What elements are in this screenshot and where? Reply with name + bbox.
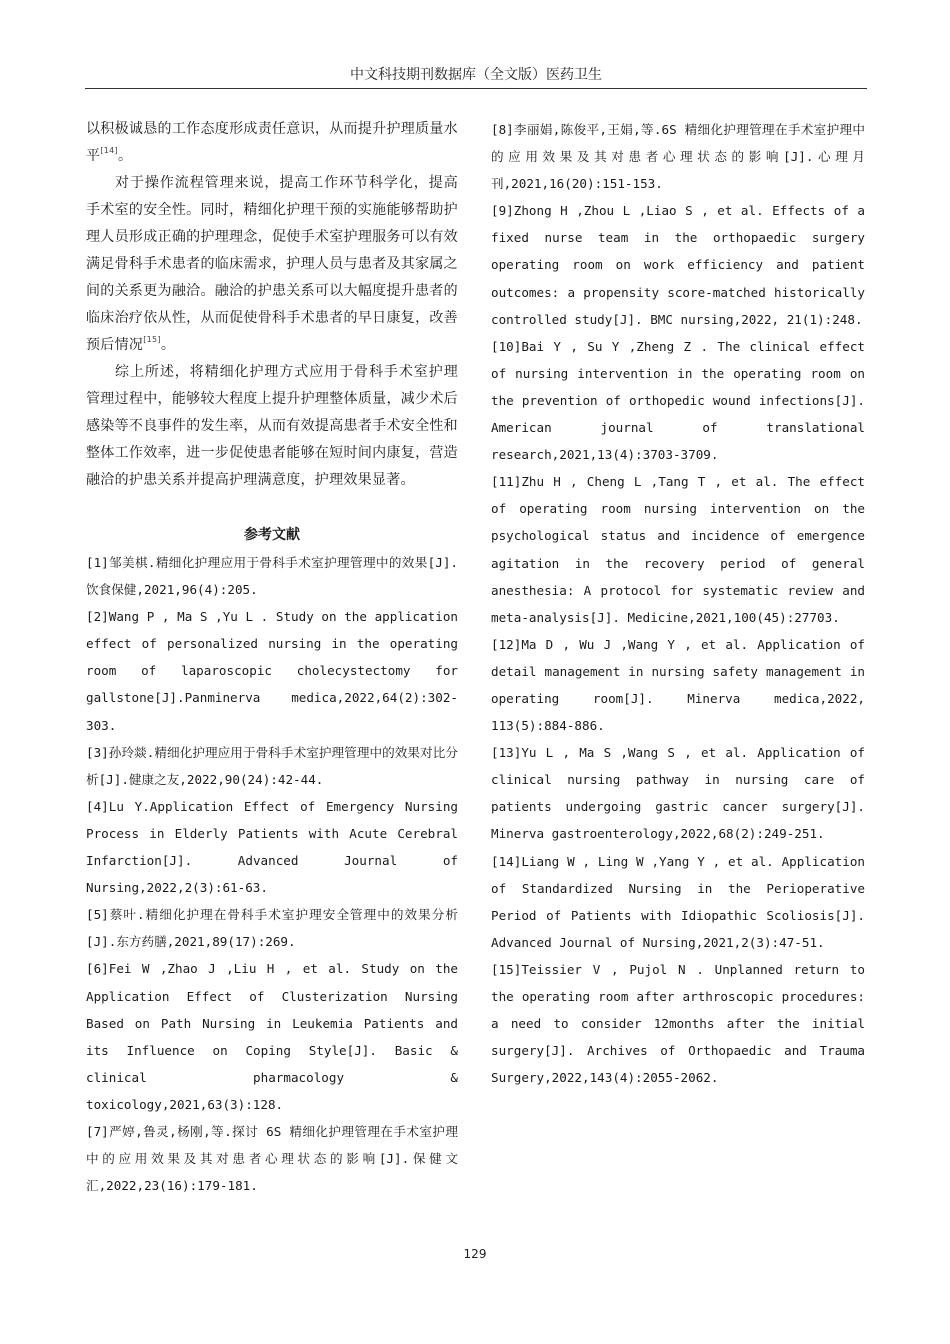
right-column <box>491 116 865 1091</box>
reference-7: [7]严婷,鲁灵,杨刚,等.探讨 6S 精细化护理管理在手术室护理中的应用效果及其对患者心理状态的影响[J].保健文汇,2022,23(16):179-181. <box>86 1123 458 1194</box>
reference-10: [10]Bai Y , Su Y ,Zheng Z . The clinical effect of nursing intervention in the operating room on the prevention of orthopedic wound infections[J]. American journal of translational research,2021,13(4):3703-3709. <box>491 338 865 463</box>
reference-6: [6]Fei W ,Zhao J ,Liu H , et al. Study on the Application Effect of Clusterization Nursing Based on Path Nursing in Leukemia Patients and its Influence on Coping Style[J]. Basic & clinical pharmacology & toxicology,2021,63(3):128. <box>86 961 458 1112</box>
paragraph-end: 。 <box>160 337 176 353</box>
paragraph-text: 对于操作流程管理来说，提高工作环节科学化，提高手术室的安全性。同时，精细化护理干预的实施能够帮助护理人员形成正确的护理理念，促使手术室护理服务可以有效满足骨科手术患者的临床需求，护理人员与患者及其家属之间的关系更为融洽。融洽的护患关系可以大幅度提升患者的临床治疗依从性，从而促使骨科手术患者的早日康复，改善预后情况 <box>86 175 458 353</box>
reference-13: [13]Yu L , Ma S ,Wang S , et al. Application of clinical nursing pathway in nursing care of patients undergoing gastric cancer surgery[J]. Minerva gastroenterology,2022,68(2):249-251. <box>491 745 865 842</box>
paragraph-text: 以积极诚恳的工作态度形成责任意识，从而提升护理质量水平 <box>86 121 458 164</box>
body-paragraph-1 <box>86 116 458 170</box>
reference-3: [3]孙玲燚.精细化护理应用于骨科手术室护理管理中的效果对比分析[J].健康之友,2022,90(24):42-44. <box>86 744 458 787</box>
reference-11: [11]Zhu H , Cheng L ,Tang T , et al. The effect of operating room nursing intervention on the psychological status and incidence of emergence agitation in the recovery period of general anesthesia: A protocol for systematic review and meta-analysis[J]. Medicine,2021,100(45):27703. <box>491 474 865 625</box>
reference-9: [9]Zhong H ,Zhou L ,Liao S , et al. Effects of a fixed nurse team in the orthopaedic surgery operating room on work efficiency and patient outcomes: a propensity score-matched historically controlled study[J]. BMC nursing,2022, 21(1):248. <box>491 203 865 327</box>
body-paragraph-2 <box>86 170 458 359</box>
citation-mark: [15] <box>143 335 161 344</box>
reference-14: [14]Liang W , Ling W ,Yang Y , et al. Application of Standardized Nursing in the Perioperative Period of Patients with Idiopathic Scoliosis[J]. Advanced Journal of Nursing,2021,2(3):47-51. <box>491 853 865 950</box>
reference-5: [5]蔡叶.精细化护理在骨科手术室护理安全管理中的效果分析[J].东方药膳,2021,89(17):269. <box>86 907 458 950</box>
page-number: 129 <box>463 1247 487 1261</box>
left-column <box>86 116 458 1199</box>
reference-2: [2]Wang P , Ma S ,Yu L . Study on the application effect of personalized nursing in the operating room of laparoscopic cholecystectomy for gallstone[J].Panminerva medica,2022,64(2):302-303. <box>86 609 458 733</box>
journal-header: 中文科技期刊数据库（全文版）医药卫生 <box>350 67 602 83</box>
body-paragraph-3: 综上所述，将精细化护理方式应用于骨科手术室护理管理过程中，能够较大程度上提升护理整体质量，减少术后感染等不良事件的发生率，从而有效提高患者手术安全性和整体工作效率，进一步促使患者能够在短时间内康复，营造融洽的护患关系并提高护理满意度，护理效果显著。 <box>86 364 458 488</box>
reference-12: [12]Ma D , Wu J ,Wang Y , et al. Application of detail management in nursing safety management in operating room[J]. Minerva medica,2022, 113(5):884-886. <box>491 636 865 734</box>
reference-4: [4]Lu Y.Application Effect of Emergency Nursing Process in Elderly Patients with Acute Cerebral Infarction[J]. Advanced Journal of Nursing,2022,2(3):61-63. <box>86 798 458 896</box>
citation-mark: [14] <box>100 146 118 155</box>
paragraph-end: 。 <box>117 148 133 164</box>
reference-8: [8]李丽娟,陈俊平,王娟,等.6S 精细化护理管理在手术室护理中的应用效果及其对患者心理状态的影响[J].心理月刊,2021,16(20):151-153. <box>491 122 865 192</box>
header-rule <box>85 88 867 89</box>
reference-15: [15]Teissier V , Pujol N . Unplanned return to the operating room after arthroscopic procedures: a need to consider 12months after the initial surgery[J]. Archives of Orthopaedic and Trauma Surgery,2022,143(4):2055-2062. <box>491 961 865 1086</box>
reference-1: [1]邹美棋.精细化护理应用于骨科手术室护理管理中的效果[J].饮食保健,2021,96(4):205. <box>86 555 458 598</box>
references-heading: 参考文献 <box>244 527 300 543</box>
